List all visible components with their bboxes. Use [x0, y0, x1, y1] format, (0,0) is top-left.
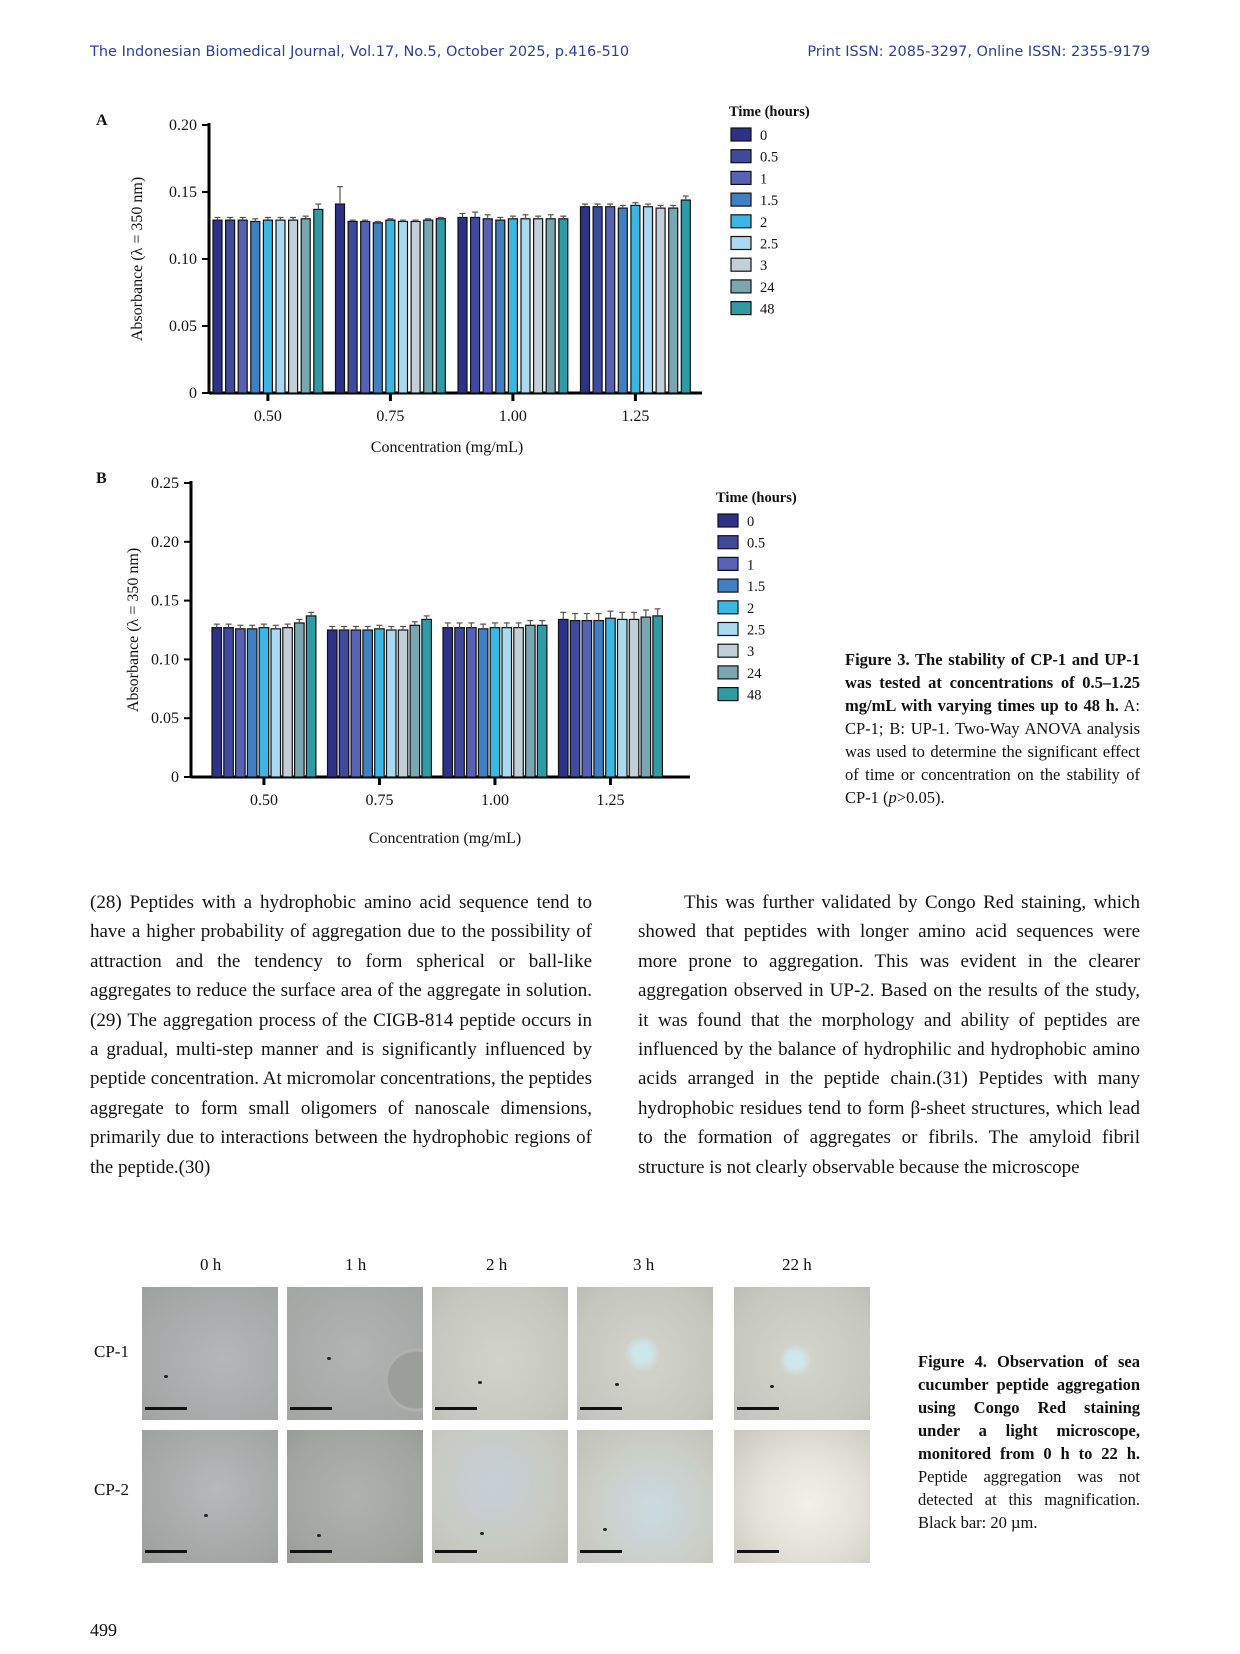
bar — [363, 630, 373, 777]
bar — [606, 618, 616, 777]
y-tick-label: 0 — [171, 769, 179, 786]
y-tick-label: 0.10 — [169, 251, 197, 268]
legend-swatch — [731, 171, 751, 184]
body-column-right: This was further validated by Congo Red staining, which showed that peptides with longer amino acid sequences were more prone to aggregation. This was evident in the clearer aggregation observed in UP-2. Based on the results of the study, it was found that the morphology and ability of peptides are influenced by the balance of hydrophilic and hydrophobic amino acids arranged in the peptide chain.(31) Peptides with many hydrophobic residues tend to form β-sheet structures, which lead to the formation of aggregates or fibrils. The amyloid fibril structure is not clearly observable because the microscope — [638, 892, 1140, 1178]
micrograph-cp1-0h — [142, 1287, 278, 1420]
time-label-1h: 1 h — [345, 1255, 367, 1274]
legend-swatch — [731, 215, 751, 228]
bar — [581, 207, 590, 393]
x-tick-label: 0.50 — [249, 792, 278, 809]
legend-swatch — [718, 623, 738, 636]
bar — [455, 628, 465, 777]
y-tick-label: 0.20 — [169, 117, 197, 134]
x-tick-label: 0.75 — [376, 408, 405, 425]
bar — [314, 209, 323, 393]
bar — [618, 208, 627, 393]
legend-swatch — [731, 258, 751, 271]
micrograph-cp2-0h — [142, 1430, 278, 1563]
bar — [271, 629, 281, 777]
bar — [483, 219, 492, 393]
micrograph-cp2-22h — [734, 1430, 870, 1563]
legend-label: 48 — [760, 301, 775, 318]
bar — [537, 625, 547, 777]
y-axis-label: Absorbance (λ = 350 nm) — [129, 176, 146, 342]
y-tick-label: 0.15 — [169, 184, 197, 201]
micrograph-cp2-2h — [432, 1430, 568, 1563]
issn-header: Print ISSN: 2085-3297, Online ISSN: 2355-9179 — [807, 44, 1150, 60]
bar — [226, 220, 235, 393]
bar — [212, 628, 222, 777]
bar — [436, 219, 445, 393]
figure3-caption-end: >0.05). — [896, 788, 945, 807]
micrograph-cp1-2h — [432, 1287, 568, 1420]
row-label-cp1: CP-1 — [94, 1342, 129, 1361]
bar — [502, 628, 512, 777]
bar — [373, 223, 382, 393]
x-axis-label: Concentration (mg/mL) — [370, 439, 524, 456]
time-label-0h: 0 h — [200, 1255, 222, 1274]
bar — [224, 628, 234, 777]
bar — [295, 623, 305, 777]
bar — [375, 629, 385, 777]
micrograph-cp2-3h — [577, 1430, 713, 1563]
bar — [306, 616, 316, 777]
legend-label: 0.5 — [760, 149, 779, 166]
bar — [467, 628, 477, 777]
chart-a — [90, 95, 830, 465]
bar — [398, 630, 408, 777]
x-tick-label: 1.25 — [596, 792, 625, 809]
micrograph-cp2-1h — [287, 1430, 423, 1563]
x-tick-label: 0.75 — [365, 792, 394, 809]
bar — [399, 221, 408, 393]
y-tick-label: 0.05 — [169, 318, 197, 335]
bar — [336, 204, 345, 393]
figure4-caption-bold: Figure 4. Observation of sea cucumber peptide aggregation using Congo Red staining under a light microscope, monitored from 0 h to 22 h. — [918, 1352, 1140, 1463]
panel-label: A — [96, 112, 108, 129]
legend-swatch — [718, 688, 738, 701]
figure4-caption-text: Peptide aggregation was not detected at this magnification. Black bar: 20 µm. — [918, 1467, 1140, 1532]
legend-label: 2.5 — [747, 622, 766, 639]
bar — [606, 207, 615, 393]
row-label-cp2: CP-2 — [94, 1480, 129, 1499]
bar — [328, 630, 338, 777]
legend-label: 24 — [747, 665, 762, 682]
legend-swatch — [718, 536, 738, 549]
legend-swatch — [731, 193, 751, 206]
panel-label: B — [96, 470, 107, 487]
x-tick-label: 1.25 — [621, 408, 650, 425]
page-number: 499 — [90, 1620, 117, 1640]
legend-label: 0 — [760, 128, 768, 144]
y-tick-label: 0.15 — [151, 592, 179, 610]
bar — [570, 621, 580, 777]
bar — [238, 220, 247, 393]
bar — [236, 629, 246, 777]
x-tick-label: 1.00 — [498, 408, 527, 425]
bar — [458, 217, 467, 393]
legend-swatch — [718, 514, 738, 527]
bar — [289, 220, 298, 393]
legend-label: 3 — [747, 644, 755, 661]
bar — [361, 221, 370, 393]
legend-label: 1 — [760, 171, 768, 188]
time-label-2h: 2 h — [486, 1255, 508, 1274]
bar — [681, 200, 690, 393]
legend-label: 3 — [760, 258, 768, 275]
bar — [471, 217, 480, 393]
legend-swatch — [731, 280, 751, 293]
bar — [514, 628, 524, 777]
bar — [410, 625, 420, 777]
bar — [276, 220, 285, 393]
bar — [593, 207, 602, 393]
legend-swatch — [731, 128, 751, 141]
bar — [411, 221, 420, 393]
x-tick-label: 0.50 — [253, 408, 282, 425]
legend-label: 2 — [760, 214, 768, 231]
figure3-caption — [845, 648, 1140, 809]
bar — [422, 619, 432, 777]
figure3-caption-bold: Figure 3. The stability of CP-1 and UP-1 was tested at concentrations of 0.5–1.25 mg/mL with varying times up to 48 h. — [845, 650, 1140, 715]
legend-label: 1 — [747, 557, 755, 574]
legend-title: Time (hours) — [716, 490, 797, 506]
legend-label: 0.5 — [747, 535, 766, 552]
legend-label: 1.5 — [747, 579, 766, 596]
body-column-left: (28) Peptides with a hydrophobic amino acid sequence tend to have a higher probability of aggregation due to the possibility of attraction and the tendency to form spherical or ball-like aggregates to reduce the surface area of the aggregate in solution.(29) The aggregation process of the CIGB-814 peptide occurs in a gradual, multi-step manner and is significantly influenced by peptide concentration. At micromolar concentrations, the peptides aggregate to form small oligomers of nanoscale dimensions, primarily due to interactions between the hydrophobic regions of the peptide.(30) — [90, 892, 592, 1178]
micrograph-cp1-1h — [287, 1287, 423, 1420]
figure3-caption-text: A: CP-1; B: UP-1. Two-Way ANOVA analysis was used to determine the significant effect of time or concentration on the stability of CP-1 ( — [845, 696, 1140, 807]
bar — [424, 220, 433, 393]
legend-label: 24 — [760, 279, 775, 296]
legend-label: 1.5 — [760, 193, 779, 210]
legend-swatch — [718, 666, 738, 679]
bar — [559, 619, 569, 777]
bar — [641, 617, 651, 777]
bar — [644, 207, 653, 393]
bar — [629, 619, 639, 777]
legend-swatch — [731, 237, 751, 250]
bar — [339, 630, 349, 777]
bar — [283, 628, 293, 777]
y-tick-label: 0 — [189, 385, 197, 402]
bar — [496, 220, 505, 393]
bar — [348, 221, 357, 393]
bar — [443, 628, 453, 777]
time-label-22h: 22 h — [782, 1255, 812, 1274]
bar — [263, 220, 272, 393]
legend-swatch — [731, 150, 751, 163]
journal-header: The Indonesian Biomedical Journal, Vol.17, No.5, October 2025, p.416-510 — [90, 44, 630, 60]
bar — [582, 621, 592, 777]
bar — [259, 628, 269, 777]
bar — [526, 625, 536, 777]
bar — [559, 219, 568, 393]
legend-swatch — [718, 557, 738, 570]
bar — [656, 208, 665, 393]
y-tick-label: 0.20 — [151, 533, 179, 551]
micrograph-cp1-22h — [734, 1287, 870, 1420]
legend-swatch — [718, 579, 738, 592]
bar — [301, 219, 310, 393]
legend-label: 0 — [747, 514, 755, 530]
bar — [386, 220, 395, 393]
x-axis-label: Concentration (mg/mL) — [368, 830, 522, 847]
bar — [247, 629, 257, 777]
y-tick-label: 0.05 — [151, 710, 179, 728]
legend-title: Time (hours) — [729, 104, 810, 120]
bar — [521, 219, 530, 393]
bar — [534, 219, 543, 393]
y-tick-label: 0.10 — [151, 651, 179, 669]
legend-label: 48 — [747, 687, 762, 704]
bar — [546, 219, 555, 393]
bar — [490, 628, 500, 777]
bar — [387, 630, 397, 777]
bar — [618, 619, 628, 777]
bar — [251, 221, 260, 393]
figure3-caption-p: p — [888, 788, 897, 807]
legend-swatch — [718, 601, 738, 614]
bar — [631, 205, 640, 393]
bar — [594, 621, 604, 777]
micrograph-cp1-3h — [577, 1287, 713, 1420]
legend-label: 2 — [747, 600, 755, 617]
bar — [508, 219, 517, 393]
y-axis-label: Absorbance (λ = 350 nm) — [125, 547, 142, 713]
chart-b — [90, 470, 830, 850]
legend-swatch — [731, 302, 751, 315]
y-tick-label: 0.25 — [151, 475, 179, 492]
bar — [213, 220, 222, 393]
time-label-3h: 3 h — [633, 1255, 655, 1274]
x-tick-label: 1.00 — [480, 792, 509, 809]
bar — [669, 208, 678, 393]
bar — [351, 630, 361, 777]
legend-swatch — [718, 644, 738, 657]
legend-label: 2.5 — [760, 236, 779, 253]
figure4-caption — [918, 1350, 1140, 1534]
bar — [653, 616, 663, 777]
bar — [478, 629, 488, 777]
